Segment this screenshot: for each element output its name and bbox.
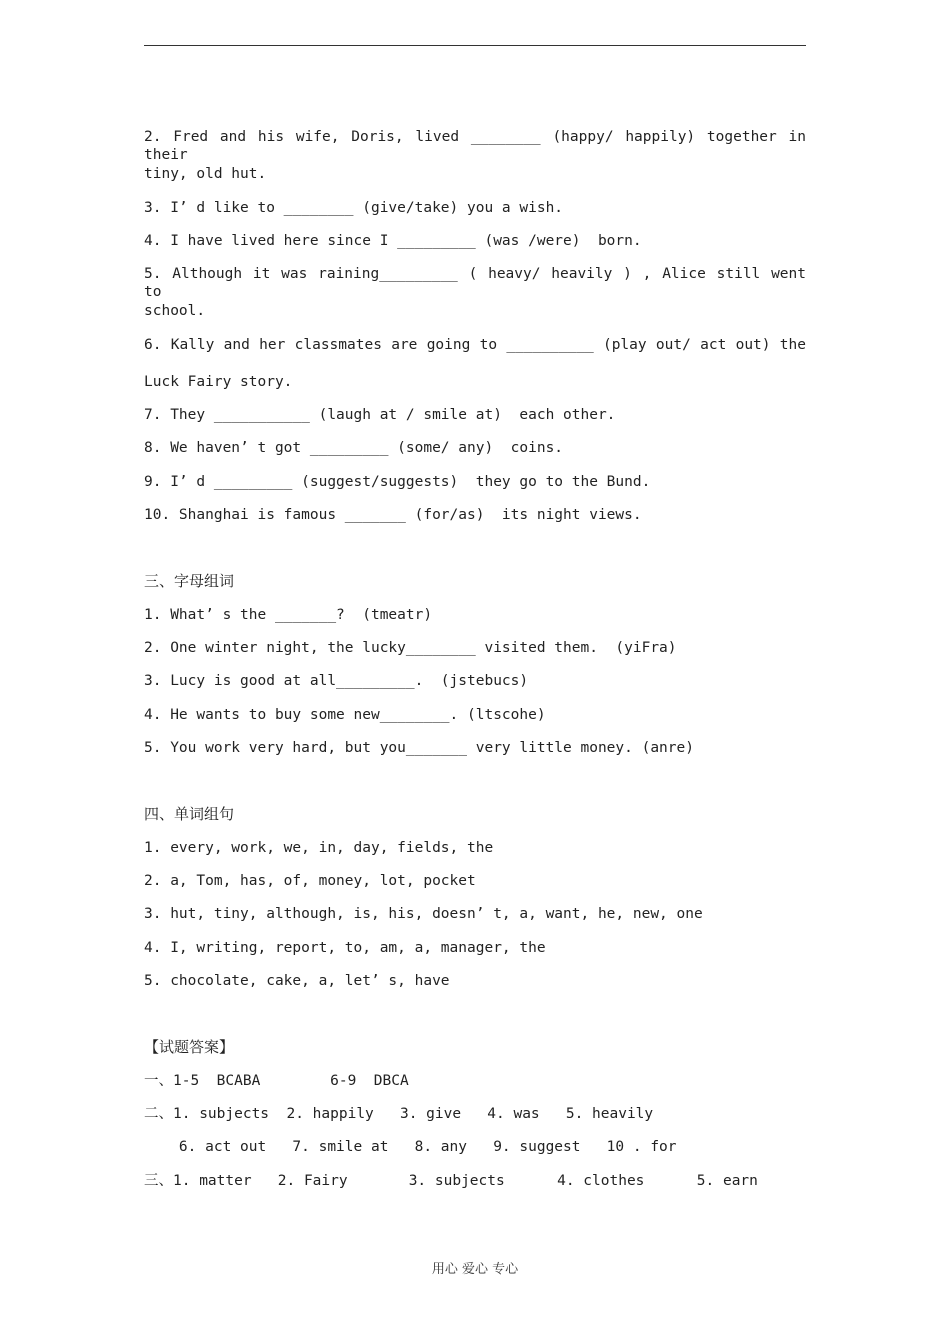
question-2-line-2: tiny, old hut. [144, 166, 267, 182]
question-3: 3. I’ d like to ________ (give/take) you a wish. [144, 200, 564, 216]
question-8: 8. We haven’ t got _________ (some/ any) coins. [144, 440, 564, 456]
question-7: 7. They ___________ (laugh at / smile at) each other. [144, 407, 616, 423]
sentence-building-item-4: 4. I, writing, report, to, am, a, manager, the [144, 940, 546, 956]
sentence-building-item-3: 3. hut, tiny, although, is, his, doesn’ t, a, want, he, new, one [144, 906, 703, 922]
page-footer: 用心 爱心 专心 [431, 1262, 519, 1277]
question-2-line-1: 2. Fred and his wife, Doris, lived ________ (happy/ happily) together in their [144, 129, 806, 163]
sentence-building-item-5: 5. chocolate, cake, a, let’ s, have [144, 973, 450, 989]
word-formation-item-3: 3. Lucy is good at all_________. (jstebucs) [144, 673, 529, 689]
question-6-line-2: Luck Fairy story. [144, 374, 293, 390]
word-formation-item-2: 2. One winter night, the lucky________ visited them. (yiFra) [144, 640, 677, 656]
question-4: 4. I have lived here since I _________ (was /were) born. [144, 233, 642, 249]
answers-line-1: 一、1-5 BCABA 6-9 DBCA [144, 1073, 409, 1089]
question-5-line-1: 5. Although it was raining_________ ( heavy/ heavily ) , Alice still went to [144, 266, 806, 300]
word-formation-item-4: 4. He wants to buy some new________. (ltscohe) [144, 707, 546, 723]
header-rule [144, 45, 806, 46]
word-formation-item-1: 1. What’ s the _______? (tmeatr) [144, 607, 433, 623]
answers-line-4: 三、1. matter 2. Fairy 3. subjects 4. clothes 5. earn [144, 1173, 758, 1189]
answers-line-2: 二、1. subjects 2. happily 3. give 4. was 5. heavily [144, 1106, 654, 1122]
question-10: 10. Shanghai is famous _______ (for/as) its night views. [144, 507, 642, 523]
answers-line-3: 6. act out 7. smile at 8. any 9. suggest 10 . for [144, 1139, 677, 1155]
sentence-building-item-1: 1. every, work, we, in, day, fields, the [144, 840, 494, 856]
question-5-line-2: school. [144, 303, 206, 319]
answers-heading: 【试题答案】 [144, 1038, 235, 1056]
question-6-line-1: 6. Kally and her classmates are going to __________ (play out/ act out) the [144, 337, 806, 353]
word-formation-item-5: 5. You work very hard, but you_______ very little money. (anre) [144, 740, 694, 756]
section-4-heading: 四、单词组句 [144, 805, 235, 823]
section-3-heading: 三、字母组词 [144, 572, 235, 590]
question-9: 9. I’ d _________ (suggest/suggests) they go to the Bund. [144, 474, 651, 490]
sentence-building-item-2: 2. a, Tom, has, of, money, lot, pocket [144, 873, 476, 889]
